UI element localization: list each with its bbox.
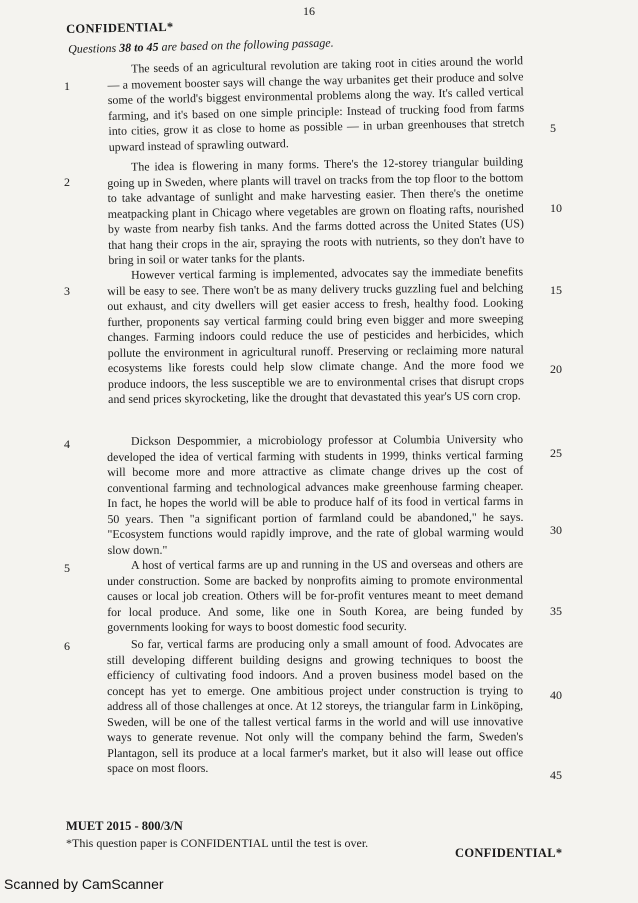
paragraph-number: 6	[64, 639, 70, 653]
paragraph-text: However vertical farming is implemented, advocates say the immediate benefits will be easy to see. There won't be as many delivery trucks guzzling fuel and belching out exhaust, and city dwellers will get easier access to fresh, healthy food. Looking further, proponents say vertical farming could bring even bigger and more sweeping changes. Farming indoors could reduce the use of pesticides and herbicides, which pollute the environment in agricultural runoff. Preserving or reclaiming more natural ecosystems like forests could help slow climate change. And the more food we produce indoors, the less susceptible we are to environmental crises that disrupt crops and send prices skyrocketing, like the drought that devastated this year's US corn crop.	[107, 264, 525, 406]
paragraph-3	[107, 264, 524, 407]
line-number: 20	[550, 362, 562, 376]
paragraph-number: 1	[64, 79, 70, 93]
passage-intro	[68, 36, 334, 57]
line-number: 10	[550, 201, 562, 215]
paragraph-4	[107, 432, 524, 558]
confidential-note: *This question paper is CONFIDENTIAL until the test is over.	[66, 836, 369, 850]
confidential-footer: CONFIDENTIAL*	[455, 846, 563, 860]
confidential-header: CONFIDENTIAL*	[66, 19, 174, 36]
line-number: 15	[550, 283, 562, 297]
page-number: 16	[303, 4, 315, 18]
paragraph-text: So far, vertical farms are producing only a small amount of food. Advocates are still developing different building designs and growing techniques to boost the efficiency of cultivating food indoors. And a proven business model based on the concept has yet to emerge. One ambitious project under construction is trying to address all of those challenges at once. At 12 storeys, the triangular farm in Linköping, Sweden, will be one of the tallest vertical farms in the world and will use innovative ways to generate revenue. Not only will the company behind the farm, Sweden's Plantagon, sell its produce at a local farmer's market, but it also will lease out office space on most floors.	[107, 636, 524, 775]
intro-prefix: Questions	[68, 40, 120, 56]
paragraph-2	[107, 154, 524, 268]
paragraph-text: The seeds of an agricultural revolution are taking root in cities around the world — a movement booster says will change the way urbanites get their produce and solve some of the world's biggest environmental problems along the way. It's called vertical farming, and it's based on one simple principle: Instead of trucking food from farms into cities, grow it as close to home as possible — in urban greenhouses that stretch upward instead of sprawling outward.	[107, 53, 525, 154]
paragraph-text: A host of vertical farms are up and running in the US and overseas and others are under construction. Some are backed by nonprofits aiming to promote environmental causes or local job creation. Others will be for-profit ventures meant to meet demand for local produce. And some, like one in South Korea, are being funded by governments looking for ways to boost domestic food security.	[107, 556, 524, 634]
line-number: 40	[550, 688, 562, 702]
paragraph-6	[107, 636, 523, 776]
paragraph-text: Dickson Despommier, a microbiology professor at Columbia University who developed the idea of vertical farming with students in 1999, thinks vertical farming will become more and more attractive as climate change drives up the cost of conventional farming and technological advances make greenhouse farming cheaper. In fact, he hopes the world will be able to produce half of its food in vertical farms in 50 years. Then "a significant portion of farmland could be abandoned," he says. "Ecosystem functions would rapidly improve, and the rate of global warming would slow down."	[107, 431, 524, 557]
paragraph-1	[107, 53, 525, 155]
paragraph-5	[107, 557, 523, 636]
line-number: 25	[550, 446, 562, 460]
scanner-watermark: Scanned by CamScanner	[4, 876, 164, 892]
paragraph-number: 2	[64, 175, 70, 189]
paragraph-text: The idea is flowering in many forms. There's the 12-storey triangular building going up in Sweden, where plants will travel on tracks from the top floor to the bottom to take advantage of sunlight and make harvesting easier. Then there's the onetime meatpacking plant in Chicago where vegetables are grown on floating rafts, nourished by waste from nearby fish tanks. And the farms dotted across the United States (US) that hang their crops in the air, spraying the roots with nutrients, so they don't have to bring in soil or water tanks for the plants.	[107, 154, 525, 267]
line-number: 30	[550, 523, 562, 537]
paragraph-number: 5	[64, 561, 70, 575]
exam-code: MUET 2015 - 800/3/N	[66, 819, 183, 833]
paragraph-number: 3	[64, 284, 70, 298]
line-number: 35	[550, 604, 562, 618]
line-number: 45	[550, 768, 562, 782]
intro-suffix: are based on the following passage.	[158, 35, 334, 54]
paragraph-number: 4	[64, 437, 70, 451]
line-number: 5	[550, 121, 556, 135]
question-range: 38 to 45	[118, 39, 159, 55]
